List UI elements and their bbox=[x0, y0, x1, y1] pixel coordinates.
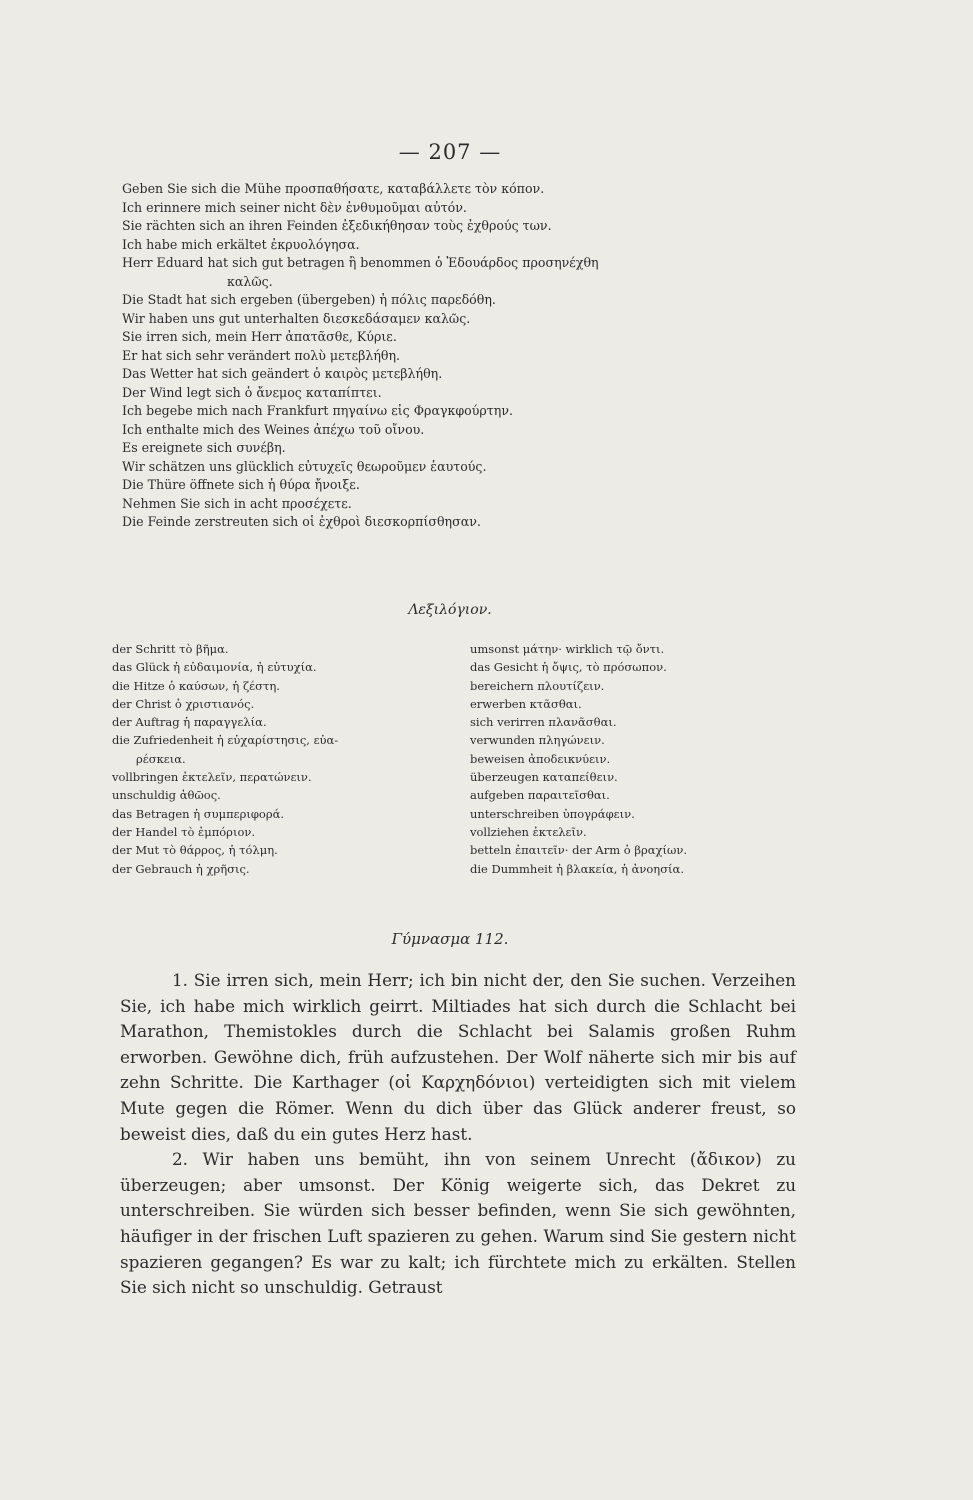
vocab-entry: unterschreiben ὑπογράφειν. bbox=[470, 806, 635, 821]
sentence-line: Der Wind legt sich ὁ ἄνεμος καταπίπτει. bbox=[122, 384, 382, 400]
vocab-entry: der Auftrag ἡ παραγγελία. bbox=[112, 715, 267, 730]
vocab-entry: ρέσκεια. bbox=[136, 751, 186, 766]
vocab-entry: der Handel τὸ ἐμπόριον. bbox=[112, 824, 256, 839]
exercise-text bbox=[120, 968, 796, 1301]
vocab-entry: der Christ ὁ χριστιανός. bbox=[112, 696, 255, 711]
vocab-entry: umsonst μάτην· wirklich τῷ ὄντι. bbox=[470, 642, 665, 656]
exercise-title: Γύμνασμα 112. bbox=[391, 930, 509, 948]
vocab-entry: die Hitze ὁ καύσων, ἡ ζέστη. bbox=[112, 678, 280, 693]
sentence-line: Ich erinnere mich seiner nicht δὲν ἐνθυμοῦμαι αὐτόν. bbox=[122, 199, 467, 215]
sentence-line: Nehmen Sie sich in acht προσέχετε. bbox=[122, 495, 352, 511]
sentence-line: Ich enthalte mich des Weines ἀπέχω τοῦ οἴνου. bbox=[122, 421, 425, 437]
vocab-entry: erwerben κτᾶσθαι. bbox=[470, 696, 582, 711]
sentence-line: Ich begebe mich nach Frankfurt πηγαίνω εἰς Φραγκφούρτην. bbox=[122, 403, 513, 418]
sentence-line: Wir schätzen uns glücklich εὐτυχεῖς θεωροῦμεν ἑαυτούς. bbox=[122, 458, 487, 474]
vocab-entry: unschuldig ἀθῶος. bbox=[112, 788, 221, 803]
sentence-line: Er hat sich sehr verändert πολὺ μετεβλήθη. bbox=[122, 347, 401, 363]
page-number: — 207 — bbox=[398, 140, 502, 164]
vocab-entry: sich verirren πλανᾶσθαι. bbox=[470, 715, 617, 730]
vocabulary-title: Λεξιλόγιον. bbox=[408, 602, 492, 618]
vocab-entry: die Zufriedenheit ἡ εὐχαρίστησις, εὐα- bbox=[112, 733, 339, 748]
sentence-line: Das Wetter hat sich geändert ὁ καιρὸς μετεβλήθη. bbox=[122, 366, 443, 381]
vocab-entry: das Glück ἡ εὐδαιμονία, ἡ εὐτυχία. bbox=[112, 660, 317, 675]
exercise-paragraph: 2. Wir haben uns bemüht, ihn von seinem Unrecht (ἄδικον) zu überzeugen; aber umsonst. Der König weigerte sich, das Dekret zu unterschreiben. Sie würden sich besser befinden, wenn Sie sich gewöhnten, häufiger in der frischen Luft spazieren zu gehen. Warum sind Sie gestern nicht spazieren gegangen? Es war zu kalt; ich fürchtete mich zu erkälten. Stellen Sie sich nicht so unschuldig. Getraust bbox=[120, 1149, 796, 1298]
sentence-line: Geben Sie sich die Mühe προσπαθήσατε, καταβάλλετε τὸν κόπον. bbox=[122, 181, 545, 196]
example-sentences bbox=[122, 180, 822, 532]
sentence-line: Sie rächten sich an ihren Feinden ἐξεδικήθησαν τοὺς ἐχθρούς των. bbox=[122, 218, 552, 233]
vocab-entry: verwunden πληγώνειν. bbox=[470, 733, 605, 748]
sentence-line: Ich habe mich erkältet ἐκρυολόγησα. bbox=[122, 236, 360, 252]
vocab-entry: betteln ἐπαιτεῖν· der Arm ὁ βραχίων. bbox=[470, 843, 688, 858]
vocab-entry: der Gebrauch ἡ χρῆσις. bbox=[112, 861, 250, 876]
sentence-line: Herr Eduard hat sich gut betragen ἢ benommen ὁ Ἐδουάρδος προσηνέχθη bbox=[122, 255, 599, 270]
vocabulary-right-column bbox=[470, 640, 820, 878]
vocab-entry: vollbringen ἐκτελεῖν, περατώνειν. bbox=[112, 770, 312, 785]
vocab-entry: das Gesicht ἡ ὄψις, τὸ πρόσωπον. bbox=[470, 660, 667, 675]
sentence-line: Wir haben uns gut unterhalten διεσκεδάσαμεν καλῶς. bbox=[122, 310, 471, 326]
vocab-entry: vollziehen ἐκτελεῖν. bbox=[470, 824, 587, 839]
vocab-entry: die Dummheit ἡ βλακεία, ἡ ἀνοησία. bbox=[470, 861, 684, 876]
sentence-line: Die Thüre öffnete sich ἡ θύρα ἤνοιξε. bbox=[122, 477, 360, 492]
sentence-line: Die Feinde zerstreuten sich οἱ ἐχθροὶ διεσκορπίσθησαν. bbox=[122, 514, 481, 529]
vocab-entry: das Betragen ἡ συμπεριφορά. bbox=[112, 806, 285, 821]
vocab-entry: aufgeben παραιτεῖσθαι. bbox=[470, 788, 610, 803]
sentence-line: Sie irren sich, mein Herr ἀπατᾶσθε, Κύριε. bbox=[122, 329, 397, 344]
vocabulary-left-column bbox=[112, 640, 452, 878]
vocab-entry: der Schritt τὸ βῆμα. bbox=[112, 642, 229, 656]
vocab-entry: beweisen ἀποδεικνύειν. bbox=[470, 751, 611, 766]
sentence-line: καλῶς. bbox=[227, 273, 273, 289]
sentence-line: Es ereignete sich συνέβη. bbox=[122, 440, 286, 455]
vocab-entry: überzeugen καταπείθειν. bbox=[470, 770, 618, 785]
vocab-entry: bereichern πλουτίζειν. bbox=[470, 678, 605, 693]
vocab-entry: der Mut τὸ θάρρος, ἡ τόλμη. bbox=[112, 843, 278, 858]
exercise-paragraph: 1. Sie irren sich, mein Herr; ich bin nicht der, den Sie suchen. Verzeihen Sie, ich habe mich wirklich geirrt. Miltiades hat sich durch die Schlacht bei Marathon, Themistokles durch die Schlacht bei Salamis großen Ruhm erworben. Gewöhne dich, früh aufzustehen. Der Wolf näherte sich mir bis auf zehn Schritte. Die Karthager (οἱ Καρχηδόνιοι) verteidigten sich mit vielem Mute gegen die Römer. Wenn du dich über das Glück anderer freust, so beweist dies, daß du ein gutes Herz hast. bbox=[120, 970, 796, 1144]
sentence-line: Die Stadt hat sich ergeben (übergeben) ἡ πόλις παρεδόθη. bbox=[122, 292, 496, 307]
